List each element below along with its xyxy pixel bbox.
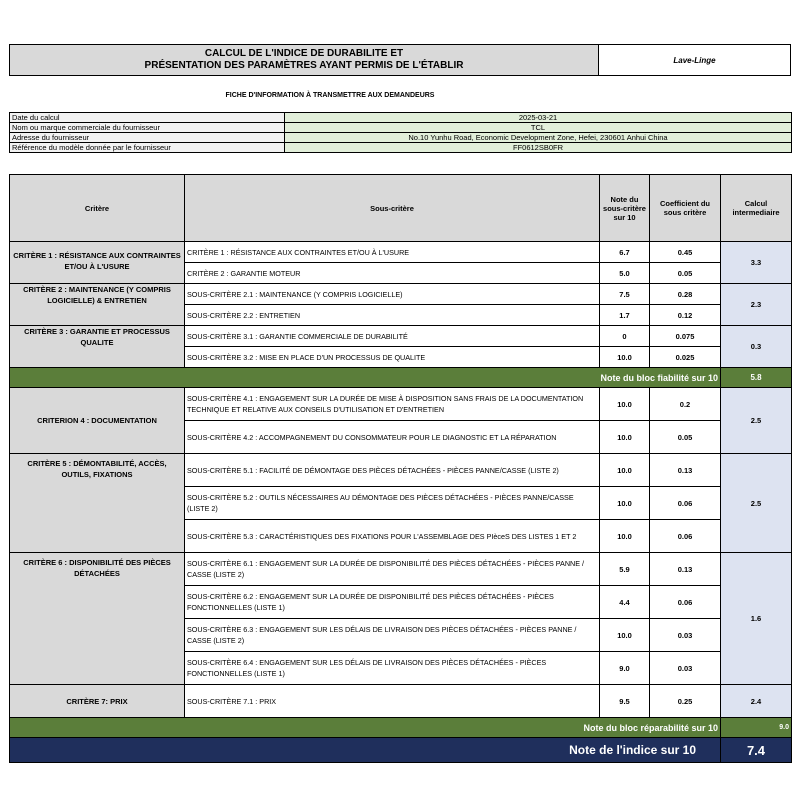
sub-criterion-note: 10.0 [600,454,650,487]
document-title [9,44,599,76]
sub-criterion-label: SOUS-CRITÈRE 6.1 : ENGAGEMENT SUR LA DURÉE DE DISPONIBILITÉ DES PIÈCES DÉTACHÉES - PIÈCES PANNE / CASSE (LISTE 2) [185,553,600,586]
criterion-calc: 1.6 [721,553,792,685]
sub-criterion-coef: 0.28 [650,284,721,305]
table-row [10,454,792,487]
indice-row [10,738,792,763]
sub-criterion-coef: 0.45 [650,242,721,263]
criterion-name: CRITÈRE 7: PRIX [10,685,185,718]
durability-index-table [9,174,792,763]
header-calc: Calcul intermediaire [721,175,792,242]
sub-criterion-label: SOUS-CRITÈRE 4.2 : ACCOMPAGNEMENT DU CONSOMMATEUR POUR LE DIAGNOSTIC ET LA RÉPARATION [185,421,600,454]
subtitle: FICHE D'INFORMATION À TRANSMETTRE AUX DEMANDEURS [225,92,435,99]
sub-criterion-label: SOUS-CRITÈRE 2.2 : ENTRETIEN [185,305,600,326]
info-label: Date du calcul [10,113,285,123]
sub-criterion-note: 10.0 [600,520,650,553]
info-row [10,133,792,143]
sub-criterion-label: SOUS-CRITÈRE 5.2 : OUTILS NÉCESSAIRES AU DÉMONTAGE DES PIÈCES DÉTACHÉES - PIÈCES PANNE/CASSE (LISTE 2) [185,487,600,520]
header-coef: Coefficient du sous critère [650,175,721,242]
criterion-name: CRITÈRE 6 : DISPONIBILITÉ DES PIÈCES DÉTACHÉES [10,553,185,685]
bloc-fiabilite-label: Note du bloc fiabilité sur 10 [10,368,721,388]
sub-criterion-coef: 0.03 [650,652,721,685]
sub-criterion-label: SOUS-CRITÈRE 6.4 : ENGAGEMENT SUR LES DÉLAIS DE LIVRAISON DES PIÈCES DÉTACHÉES - PIÈCES FONCTIONNELLES (LISTE 1) [185,652,600,685]
bloc-reparabilite-value: 9.0 [721,718,792,738]
title-line-2: PRÉSENTATION DES PARAMÈTRES AYANT PERMIS DE L'ÉTABLIR [144,60,464,71]
info-row [10,143,792,153]
table-row [10,284,792,305]
criterion-calc: 2.5 [721,388,792,454]
criterion-name: CRITERION 4 : DOCUMENTATION [10,388,185,454]
sub-criterion-coef: 0.06 [650,487,721,520]
sub-criterion-coef: 0.13 [650,454,721,487]
bloc-fiabilite-value: 5.8 [721,368,792,388]
sub-criterion-note: 7.5 [600,284,650,305]
sub-criterion-label: SOUS-CRITÈRE 6.2 : ENGAGEMENT SUR LA DURÉE DE DISPONIBILITÉ DES PIÈCES DÉTACHÉES - PIÈCES FONCTIONNELLES (LISTE 1) [185,586,600,619]
indice-value: 7.4 [721,738,792,763]
sub-criterion-label: CRITÈRE 2 : GARANTIE MOTEUR [185,263,600,284]
supplier-info-table [9,112,792,153]
sub-criterion-label: SOUS-CRITÈRE 5.1 : FACILITÉ DE DÉMONTAGE DES PIÈCES DÉTACHÉES - PIÈCES PANNE/CASSE (LISTE 2) [185,454,600,487]
sub-criterion-note: 5.0 [600,263,650,284]
info-label: Référence du modèle donnée par le fournisseur [10,143,285,153]
sub-criterion-coef: 0.05 [650,421,721,454]
sub-criterion-note: 4.4 [600,586,650,619]
sub-criterion-label: SOUS-CRITÈRE 5.3 : CARACTÉRISTIQUES DES FIXATIONS POUR L'ASSEMBLAGE DES PIèceS DES LISTES 1 ET 2 [185,520,600,553]
info-value: 2025-03-21 [285,113,792,123]
sub-criterion-note: 10.0 [600,487,650,520]
sub-criterion-coef: 0.03 [650,619,721,652]
header-critere: Critère [10,175,185,242]
criterion-name: CRITÈRE 2 : MAINTENANCE (Y COMPRIS LOGICIELLE) & ENTRETIEN [10,284,185,326]
sub-criterion-coef: 0.25 [650,685,721,718]
info-value: No.10 Yunhu Road, Economic Development Zone, Hefei, 230601 Anhui China [285,133,792,143]
info-value: TCL [285,123,792,133]
product-type: Lave-Linge [598,44,791,76]
sub-criterion-coef: 0.2 [650,388,721,421]
sub-criterion-note: 10.0 [600,619,650,652]
criterion-name: CRITÈRE 3 : GARANTIE ET PROCESSUS QUALITE [10,326,185,368]
bloc-fiabilite-row [10,368,792,388]
table-row [10,326,792,347]
bloc-reparabilite-row [10,718,792,738]
criterion-calc: 2.5 [721,454,792,553]
criterion-calc: 0.3 [721,326,792,368]
sub-criterion-note: 10.0 [600,388,650,421]
sub-criterion-coef: 0.075 [650,326,721,347]
info-value: FF0612SB0FR [285,143,792,153]
sub-criterion-note: 9.5 [600,685,650,718]
sub-criterion-note: 6.7 [600,242,650,263]
sub-criterion-label: CRITÈRE 1 : RÉSISTANCE AUX CONTRAINTES ET/OU À L'USURE [185,242,600,263]
sub-criterion-coef: 0.06 [650,520,721,553]
sub-criterion-label: SOUS-CRITÈRE 3.1 : GARANTIE COMMERCIALE DE DURABILITÉ [185,326,600,347]
table-row [10,388,792,421]
table-row [10,685,792,718]
sub-criterion-label: SOUS-CRITÈRE 2.1 : MAINTENANCE (Y COMPRIS LOGICIELLE) [185,284,600,305]
table-row [10,553,792,586]
info-label: Adresse du fournisseur [10,133,285,143]
sub-criterion-note: 0 [600,326,650,347]
criterion-calc: 2.3 [721,284,792,326]
sub-criterion-coef: 0.13 [650,553,721,586]
sub-criterion-note: 1.7 [600,305,650,326]
table-header-row [10,175,792,242]
table-row [10,242,792,263]
criterion-calc: 2.4 [721,685,792,718]
criterion-calc: 3.3 [721,242,792,284]
sub-criterion-label: SOUS-CRITÈRE 4.1 : ENGAGEMENT SUR LA DURÉE DE MISE À DISPOSITION SANS FRAIS DE LA DOCUMENTATION TECHNIQUE ET RELATIVE AUX CONSEILS D'UTILISATION ET D'ENTRETIEN [185,388,600,421]
sub-criterion-label: SOUS-CRITÈRE 3.2 : MISE EN PLACE D'UN PROCESSUS DE QUALITE [185,347,600,368]
header-sous-critere: Sous-critère [185,175,600,242]
criterion-name: CRITÈRE 1 : RÉSISTANCE AUX CONTRAINTES ET/OU À L'USURE [10,242,185,284]
sub-criterion-coef: 0.05 [650,263,721,284]
info-label: Nom ou marque commerciale du fournisseur [10,123,285,133]
sub-criterion-note: 10.0 [600,421,650,454]
criterion-name: CRITÈRE 5 : DÉMONTABILITÉ, ACCÈS, OUTILS, FIXATIONS [10,454,185,553]
sub-criterion-note: 10.0 [600,347,650,368]
sub-criterion-coef: 0.025 [650,347,721,368]
info-row [10,123,792,133]
sub-criterion-coef: 0.06 [650,586,721,619]
bloc-reparabilite-label: Note du bloc réparabilité sur 10 [10,718,721,738]
indice-label: Note de l'indice sur 10 [10,738,721,763]
info-row [10,113,792,123]
title-line-1: CALCUL DE L'INDICE DE DURABILITE ET [204,48,404,59]
sub-criterion-note: 5.9 [600,553,650,586]
sub-criterion-label: SOUS-CRITÈRE 7.1 : PRIX [185,685,600,718]
sub-criterion-note: 9.0 [600,652,650,685]
sub-criterion-coef: 0.12 [650,305,721,326]
header-note: Note du sous-critère sur 10 [600,175,650,242]
sub-criterion-label: SOUS-CRITÈRE 6.3 : ENGAGEMENT SUR LES DÉLAIS DE LIVRAISON DES PIÈCES DÉTACHÉES - PIÈCES PANNE / CASSE (LISTE 2) [185,619,600,652]
